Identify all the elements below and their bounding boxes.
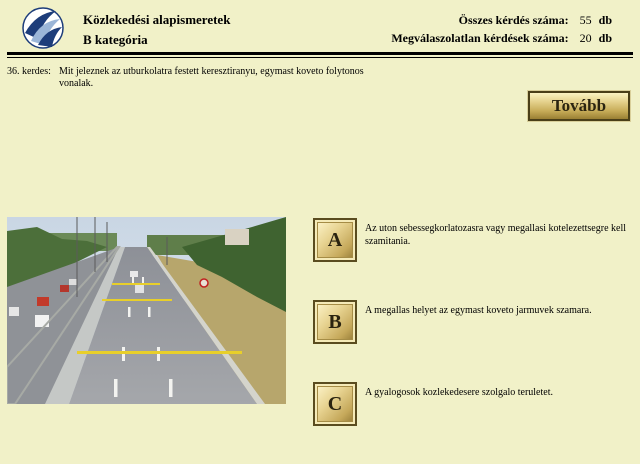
- unanswered-questions-label: Megválaszolatlan kérdések száma:: [391, 31, 569, 45]
- header-divider: [7, 52, 633, 55]
- answer-c-text: A gyalogosok kozlekedesere szolgalo teruletet.: [365, 387, 553, 398]
- question-stats: [391, 11, 612, 47]
- unanswered-questions-row: [391, 29, 612, 47]
- answer-a-button[interactable]: A: [313, 218, 357, 262]
- category-label: B kategória: [83, 32, 148, 47]
- answer-c-button[interactable]: C: [313, 382, 357, 426]
- question-photo: [7, 217, 286, 404]
- page-title: Közlekedési alapismeretek: [83, 12, 231, 27]
- total-questions-row: [391, 11, 612, 29]
- unanswered-questions-unit: db: [598, 31, 612, 45]
- header-divider-thin: [7, 57, 633, 58]
- logo-icon: [22, 7, 64, 49]
- answer-b-button[interactable]: B: [313, 300, 357, 344]
- question-number: 36. kerdes:: [7, 66, 51, 77]
- unanswered-questions-value: 20: [579, 31, 592, 45]
- next-button[interactable]: Tovább: [528, 91, 630, 121]
- question-text: Mit jeleznek az utburkolatra festett keresztiranyu, egymast koveto folytonos vonalak.: [59, 66, 364, 89]
- answer-b-text: A megallas helyet az egymast koveto jarmuvek szamara.: [365, 305, 592, 316]
- answer-a-text: Az uton sebessegkorlatozasra vagy megallasi kotelezettsegre kell szamitania.: [365, 223, 627, 247]
- app-title: [83, 11, 230, 48]
- total-questions-value: 55: [579, 13, 592, 27]
- total-questions-label: Összes kérdés száma:: [458, 13, 569, 27]
- total-questions-unit: db: [598, 13, 612, 27]
